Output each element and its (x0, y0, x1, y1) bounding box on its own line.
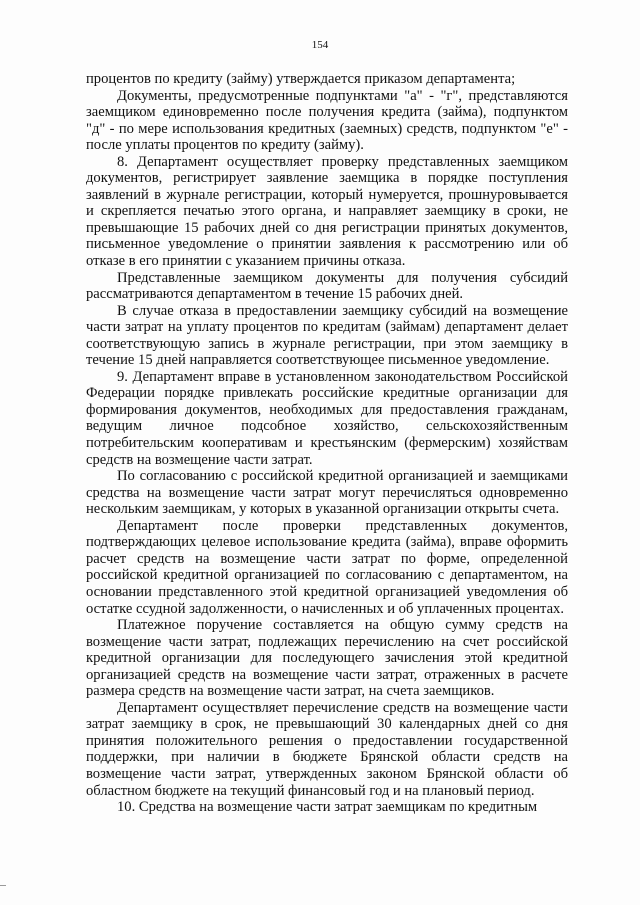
document-body (86, 71, 568, 816)
paragraph-2: Документы, предусмотренные подпунктами "а" - "г", представляются заемщиком единовременно после получения кредита (займа), подпунктом "д" - по мере использования кредитных (заемных) средств, подпунктом "е" - после уплаты процентов по кредиту (займу). (86, 87, 568, 154)
paragraph-10: Департамент осуществляет перечисление средств на возмещение части затрат заемщику в срок, не превышающий 30 календарных дней со дня принятия положительного решения о предоставлении государственной поддержки, при наличии в бюджете Брянской области средств на возмещение части затрат, утвержденных законом Брянской области об областном бюджете на текущий финансовый год и на плановый период. (86, 699, 568, 799)
page-number: 154 (311, 39, 329, 51)
paragraph-5: В случае отказа в предоставлении заемщику субсидий на возмещение части затрат на уплату процентов по кредитам (займам) департамент делает соответствующую запись в журнале регистрации, при этом заемщику в течение 15 дней направляется соответствующее письменное уведомление. (86, 302, 568, 369)
scan-edge-mark (0, 885, 6, 886)
paragraph-9: Платежное поручение составляется на общую сумму средств на возмещение части затрат, подлежащих перечислению на счет российской кредитной организации для последующего зачисления этой кредитной организацией средств на возмещение части затрат, отраженных в расчете размера средств на возмещение части затрат, на счета заемщиков. (86, 617, 568, 700)
paragraph-7: По согласованию с российской кредитной организацией и заемщиками средства на возмещение части затрат могут перечисляться одновременно нескольким заемщикам, у которых в указанной организации открыты счета. (86, 468, 568, 518)
paragraph-4: Представленные заемщиком документы для получения субсидий рассматриваются департаментом в течение 15 рабочих дней. (86, 269, 568, 303)
paragraph-8: Департамент после проверки представленных документов, подтверждающих целевое использование кредита (займа), вправе оформить расчет средств на возмещение части затрат по форме, определенной российской кредитной организацией по согласованию с департаментом, на основании представленного этой кредитной организацией уведомления об остатке ссудной задолженности, о начисленных и об уплаченных процентах. (86, 517, 568, 617)
paragraph-11-section-10: 10. Средства на возмещение части затрат заемщикам по кредитным (117, 799, 538, 816)
paragraph-3-section-8: 8. Департамент осуществляет проверку представленных заемщиком документов, регистрирует заявление заемщика в порядке поступления заявлений в журнале регистрации, который нумеруется, прошнуровывается и скрепляется печатью этого органа, и направляет заемщику в сроки, не превышающие 15 рабочих дней со дня регистрации принятых документов, письменное уведомление о принятии заявления к рассмотрению или об отказе в его принятии с указанием причины отказа. (86, 153, 568, 270)
paragraph-6-section-9: 9. Департамент вправе в установленном законодательством Российской Федерации порядке привлекать российские кредитные организации для формирования документов, необходимых для предоставления гражданам, ведущим личное подсобное хозяйство, сельскохозяйственным потребительским кооперативам и крестьянским (фермерским) хозяйствам средств на возмещение части затрат. (86, 368, 568, 468)
paragraph-1: процентов по кредиту (займу) утверждается приказом департамента; (86, 71, 516, 87)
